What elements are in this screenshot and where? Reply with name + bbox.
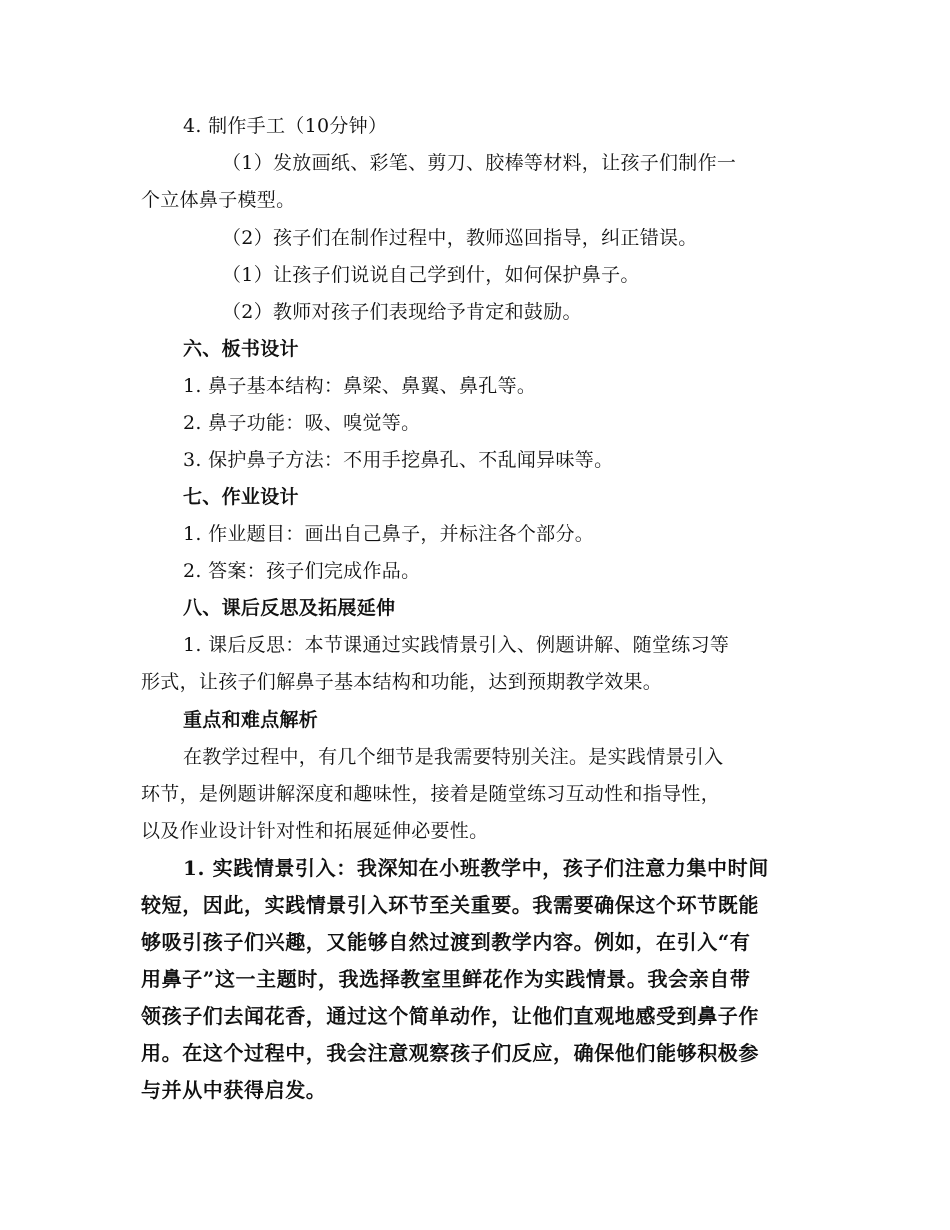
reflection-heading: 八、课后反思及拓展延伸: [183, 597, 396, 619]
homework-item-2: 2. 答案：孩子们完成作品。: [183, 560, 421, 582]
section-4-item-1-line-1: （1）发放画纸、彩笔、剪刀、胶棒等材料，让孩子们制作一: [222, 152, 737, 174]
section-4-item-3: （1）让孩子们说说自己学到什，如何保护鼻子。: [222, 264, 640, 286]
keypoints-paragraph-line-3: 以及作业设计针对性和拓展延伸必要性。: [141, 820, 489, 842]
section-4-item-4: （2）教师对孩子们表现给予肯定和鼓励。: [222, 301, 582, 323]
practice-intro-line-2: 较短，因此，实践情景引入环节至关重要。我需要确保这个环节既能: [141, 893, 759, 917]
keypoints-paragraph-line-1: 在教学过程中，有几个细节是我需要特别关注。是实践情景引入: [183, 746, 724, 768]
board-design-item-1: 1. 鼻子基本结构：鼻梁、鼻翼、鼻孔等。: [183, 375, 537, 397]
keypoints-paragraph-line-2: 环节，是例题讲解深度和趣味性，接着是随堂练习互动性和指导性，: [141, 783, 721, 805]
section-4-item-1-line-2: 个立体鼻子模型。: [141, 189, 296, 211]
reflection-line-2: 形式，让孩子们解鼻子基本结构和功能，达到预期教学效果。: [141, 671, 663, 693]
practice-intro-line-7: 与并从中获得启发。: [141, 1078, 327, 1102]
board-design-item-2: 2. 鼻子功能：吸、嗅觉等。: [183, 412, 421, 434]
practice-intro-line-5: 领孩子们去闻花香，通过这个简单动作，让他们直观地感受到鼻子作: [141, 1004, 759, 1028]
practice-intro-line-4: 用鼻子”这一主题时，我选择教室里鲜花作为实践情景。我会亲自带: [141, 967, 751, 991]
section-4-title: 4. 制作手工（10分钟）: [183, 115, 388, 137]
board-design-item-3: 3. 保护鼻子方法：不用手挖鼻孔、不乱闻异味等。: [183, 449, 614, 471]
section-4-item-2: （2）孩子们在制作过程中，教师巡回指导，纠正错误。: [222, 227, 698, 249]
reflection-line-1: 1. 课后反思：本节课通过实践情景引入、例题讲解、随堂练习等: [183, 634, 730, 656]
practice-intro-line-6: 用。在这个过程中，我会注意观察孩子们反应，确保他们能够积极参: [141, 1041, 759, 1065]
board-design-heading: 六、板书设计: [183, 338, 299, 360]
practice-intro-line-1: 1. 实践情景引入：我深知在小班教学中，孩子们注意力集中时间: [183, 856, 769, 880]
keypoints-heading: 重点和难点解析: [183, 709, 319, 731]
homework-item-1: 1. 作业题目：画出自己鼻子，并标注各个部分。: [183, 523, 595, 545]
practice-intro-line-3: 够吸引孩子们兴趣，又能够自然过渡到教学内容。例如，在引入“有: [141, 930, 751, 954]
homework-heading: 七、作业设计: [183, 486, 299, 508]
